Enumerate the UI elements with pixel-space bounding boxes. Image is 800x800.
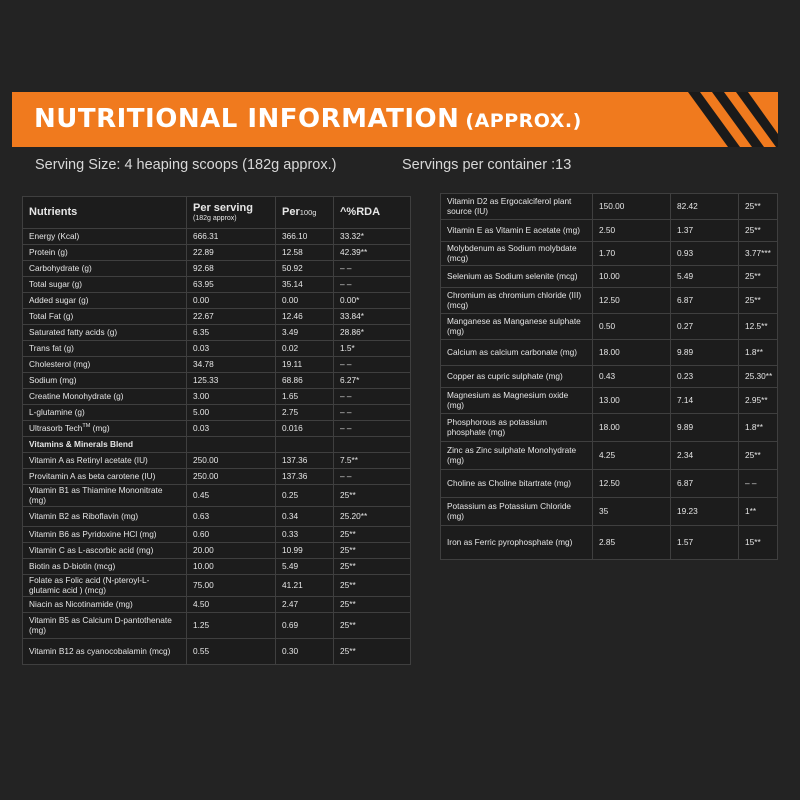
- nutrient-name-text: Magnesium as Magnesium oxide (mg): [447, 390, 569, 410]
- per-100g-value: 6.87: [671, 470, 739, 498]
- rda-value: 3.77***: [739, 242, 778, 266]
- nutrient-name-text: Vitamin B2 as Riboflavin (mg): [29, 510, 139, 521]
- per-100g-value: 366.10: [276, 229, 334, 245]
- rda-value: 25**: [739, 442, 778, 470]
- table-row: [23, 543, 411, 559]
- nutrient-name-text: Trans fat (g): [29, 342, 74, 353]
- nutrient-name-text: Creatine Monohydrate (g): [29, 390, 124, 401]
- table-row: [23, 277, 411, 293]
- table-row: [23, 597, 411, 613]
- rda-value: 25**: [334, 543, 411, 559]
- header-per-100g: [276, 197, 334, 229]
- nutrient-name: [23, 229, 187, 245]
- table-row: [441, 498, 778, 526]
- nutrient-name-text: Vitamin B6 as Pyridoxine HCl (mg): [29, 528, 157, 539]
- nutrient-name: [23, 293, 187, 309]
- banner-title-text: NUTRITIONAL INFORMATION: [34, 104, 460, 134]
- per-100g-value: 137.36: [276, 453, 334, 469]
- right-table-body: [441, 194, 778, 560]
- rda-value: 2.95**: [739, 388, 778, 414]
- nutrient-name: [441, 340, 593, 366]
- nutrient-name: [23, 543, 187, 559]
- header-nutrients: Nutrients: [23, 197, 187, 229]
- nutrient-name-text: L-glutamine (g): [29, 406, 85, 417]
- per-100g-value: 0.34: [276, 507, 334, 527]
- per-100g-value: 68.86: [276, 373, 334, 389]
- nutrient-name-text: Niacin as Nicotinamide (mg): [29, 598, 133, 609]
- rda-value: 25**: [739, 220, 778, 242]
- per-100g-value: 0.016: [276, 421, 334, 437]
- table-row: [441, 414, 778, 442]
- nutrient-name-text: Vitamin C as L-ascorbic acid (mg): [29, 544, 154, 555]
- per-100g-value: 9.89: [671, 414, 739, 442]
- per-100g-value: 7.14: [671, 388, 739, 414]
- nutrient-name: [23, 437, 187, 453]
- nutrient-name: [23, 485, 187, 507]
- rda-value: 25.30**: [739, 366, 778, 388]
- per-serving-value: 18.00: [593, 340, 671, 366]
- nutrient-name-text: Molybdenum as Sodium molybdate (mcg): [447, 243, 577, 263]
- per-serving-value: 0.00: [187, 293, 276, 309]
- stripes-decoration: [682, 92, 778, 147]
- table-row: [23, 469, 411, 485]
- rda-value: 25**: [334, 613, 411, 639]
- nutrient-name: [441, 470, 593, 498]
- per-serving-value: 0.50: [593, 314, 671, 340]
- table-row: [23, 389, 411, 405]
- rda-value: 25**: [334, 527, 411, 543]
- rda-value: 25**: [739, 194, 778, 220]
- per-100g-value: 0.30: [276, 639, 334, 665]
- rda-value: 0.00*: [334, 293, 411, 309]
- rda-value: 25**: [739, 266, 778, 288]
- per-serving-value: 34.78: [187, 357, 276, 373]
- per-100g-value: 1.65: [276, 389, 334, 405]
- rda-value: – –: [739, 470, 778, 498]
- table-row: [23, 639, 411, 665]
- per-100-unit: 100g: [299, 208, 317, 218]
- nutrient-name-text: Cholesterol (mg): [29, 358, 91, 369]
- table-row: [23, 261, 411, 277]
- per-100g-value: 0.33: [276, 527, 334, 543]
- per-100g-value: 12.46: [276, 309, 334, 325]
- per-serving-value: 0.03: [187, 421, 276, 437]
- rda-value: 15**: [739, 526, 778, 560]
- nutrient-name-text: Sodium (mg): [29, 374, 77, 385]
- per-100g-value: 10.99: [276, 543, 334, 559]
- rda-value: 33.32*: [334, 229, 411, 245]
- nutrient-name-text: Saturated fatty acids (g): [29, 326, 118, 337]
- nutrient-name-text: Iron as Ferric pyrophosphate (mg): [447, 536, 573, 547]
- nutrient-name-text: Carbohydrate (g): [29, 262, 92, 273]
- nutrient-name-text: Total sugar (g): [29, 278, 83, 289]
- nutrient-name: [441, 194, 593, 220]
- nutrient-name-text: Provitamin A as beta carotene (IU): [29, 470, 156, 481]
- nutrient-name-text: Copper as cupric sulphate (mg): [447, 370, 563, 381]
- per-serving-value: 0.60: [187, 527, 276, 543]
- per-serving-value: 6.35: [187, 325, 276, 341]
- per-serving-value: 63.95: [187, 277, 276, 293]
- nutrient-name: [441, 526, 593, 560]
- rda-value: 25**: [334, 597, 411, 613]
- nutrient-name: [441, 442, 593, 470]
- nutrient-name: [23, 559, 187, 575]
- rda-value: 6.27*: [334, 373, 411, 389]
- per-100g-value: 9.89: [671, 340, 739, 366]
- nutrient-name: [23, 575, 187, 597]
- table-row: [23, 575, 411, 597]
- per-100g-value: 19.23: [671, 498, 739, 526]
- per-serving-value: 10.00: [593, 266, 671, 288]
- per-100g-value: 0.00: [276, 293, 334, 309]
- per-serving-value: 0.63: [187, 507, 276, 527]
- per-serving-value: 2.50: [593, 220, 671, 242]
- table-row: [23, 527, 411, 543]
- rda-value: – –: [334, 405, 411, 421]
- nutrient-name: [23, 389, 187, 405]
- nutrient-name: [23, 469, 187, 485]
- table-row: [23, 507, 411, 527]
- per-serving-value: 5.00: [187, 405, 276, 421]
- table-row: [23, 373, 411, 389]
- nutrient-name-text: Added sugar (g): [29, 294, 89, 305]
- nutrient-name-text: Choline as Choline bitartrate (mg): [447, 477, 572, 488]
- nutrient-name-text: Selenium as Sodium selenite (mcg): [447, 270, 578, 281]
- nutrient-unit: (mg): [90, 423, 110, 434]
- rda-value: 25**: [334, 559, 411, 575]
- per-serving-value: 0.43: [593, 366, 671, 388]
- rda-value: 1**: [739, 498, 778, 526]
- per-100-label: Per: [282, 206, 300, 219]
- nutrient-name: [23, 527, 187, 543]
- rda-value: 25**: [739, 288, 778, 314]
- per-100g-value: 1.37: [671, 220, 739, 242]
- nutrient-name-text: Biotin as D-biotin (mcg): [29, 560, 116, 571]
- header-rda: ^%RDA: [334, 197, 411, 229]
- table-row: [441, 194, 778, 220]
- nutrient-name-text: Ultrasorb Tech: [29, 423, 83, 434]
- per-100g-value: 2.34: [671, 442, 739, 470]
- per-100g-value: 0.93: [671, 242, 739, 266]
- table-row: [23, 453, 411, 469]
- rda-value: 33.84*: [334, 309, 411, 325]
- rda-value: – –: [334, 357, 411, 373]
- banner-approx-text: (APPROX.): [465, 110, 582, 132]
- per-serving-value: 0.55: [187, 639, 276, 665]
- per-100g-value: 0.27: [671, 314, 739, 340]
- nutrient-name: [23, 261, 187, 277]
- header-per-serving: [187, 197, 276, 229]
- per-serving-value: 250.00: [187, 453, 276, 469]
- table-row: [441, 388, 778, 414]
- nutrient-name: [441, 498, 593, 526]
- rda-value: 28.86*: [334, 325, 411, 341]
- per-100g-value: 0.23: [671, 366, 739, 388]
- per-serving-value: 4.25: [593, 442, 671, 470]
- table-row: [441, 340, 778, 366]
- per-serving-value: 12.50: [593, 288, 671, 314]
- per-100g-value: 12.58: [276, 245, 334, 261]
- rda-value: 12.5**: [739, 314, 778, 340]
- per-100g-value: 0.02: [276, 341, 334, 357]
- per-serving-value: [187, 437, 276, 453]
- servings-per-container: Servings per container :13: [402, 157, 572, 173]
- nutrient-name: [23, 597, 187, 613]
- table-row: [23, 357, 411, 373]
- per-serving-value: 2.85: [593, 526, 671, 560]
- per-100g-value: 5.49: [276, 559, 334, 575]
- nutrient-name: [441, 220, 593, 242]
- per-100g-value: 35.14: [276, 277, 334, 293]
- nutrient-name: [23, 373, 187, 389]
- per-100g-value: 19.11: [276, 357, 334, 373]
- nutrient-name: [441, 314, 593, 340]
- per-serving-value: 3.00: [187, 389, 276, 405]
- per-100g-value: 3.49: [276, 325, 334, 341]
- per-serving-sub-label: (182g approx): [193, 214, 237, 222]
- rda-value: 7.5**: [334, 453, 411, 469]
- nutrient-name-text: Protein (g): [29, 246, 68, 257]
- nutrient-name-text: Total Fat (g): [29, 310, 74, 321]
- table-row: [23, 309, 411, 325]
- rda-value: 25**: [334, 639, 411, 665]
- nutrient-name: [441, 242, 593, 266]
- table-row: [23, 485, 411, 507]
- nutrient-name-text: Calcium as calcium carbonate (mg): [447, 346, 578, 357]
- rda-value: 1.8**: [739, 340, 778, 366]
- table-row: [23, 405, 411, 421]
- per-100g-value: 2.75: [276, 405, 334, 421]
- nutrient-name-text: Potassium as Potassium Chloride (mg): [447, 501, 572, 521]
- nutrient-name-text: Manganese as Manganese sulphate (mg): [447, 316, 581, 336]
- nutrient-name-text: Vitamin E as Vitamin E acetate (mg): [447, 224, 580, 235]
- nutrient-name: [23, 453, 187, 469]
- per-100g-value: 6.87: [671, 288, 739, 314]
- rda-value: 25.20**: [334, 507, 411, 527]
- nutrient-name: [23, 405, 187, 421]
- per-serving-value: 150.00: [593, 194, 671, 220]
- table-row: [441, 242, 778, 266]
- serving-size: Serving Size: 4 heaping scoops (182g approx.): [35, 157, 337, 173]
- nutrient-name-text: Vitamin A as Retinyl acetate (IU): [29, 454, 148, 465]
- nutrient-name: [23, 639, 187, 665]
- nutrient-name-text: Energy (Kcal): [29, 230, 80, 241]
- nutrient-name-text: Vitamin B12 as cyanocobalamin (mcg): [29, 645, 171, 656]
- nutrition-table-left: [22, 196, 411, 665]
- nutrient-name: [23, 613, 187, 639]
- nutrient-name-text: Vitamin B1 as Thiamine Mononitrate (mg): [29, 485, 163, 505]
- table-row: [441, 314, 778, 340]
- per-serving-value: 22.67: [187, 309, 276, 325]
- title-banner: [12, 92, 778, 147]
- rda-value: – –: [334, 421, 411, 437]
- per-100g-value: 41.21: [276, 575, 334, 597]
- rda-value: – –: [334, 469, 411, 485]
- per-serving-value: 92.68: [187, 261, 276, 277]
- nutrient-name: [23, 341, 187, 357]
- per-serving-value: 1.70: [593, 242, 671, 266]
- per-100g-value: 5.49: [671, 266, 739, 288]
- rda-value: 1.5*: [334, 341, 411, 357]
- per-serving-value: 666.31: [187, 229, 276, 245]
- nutrient-name: [23, 277, 187, 293]
- table-row: [441, 288, 778, 314]
- per-100g-value: 1.57: [671, 526, 739, 560]
- per-100g-value: 0.25: [276, 485, 334, 507]
- per-100g-value: 0.69: [276, 613, 334, 639]
- per-serving-value: 75.00: [187, 575, 276, 597]
- per-serving-value: 12.50: [593, 470, 671, 498]
- table-row: [23, 341, 411, 357]
- section-row: [23, 437, 411, 453]
- per-serving-value: 0.03: [187, 341, 276, 357]
- table-row: [441, 470, 778, 498]
- trademark-mark: TM: [82, 423, 91, 430]
- nutrient-name: [441, 388, 593, 414]
- nutrient-name: [23, 325, 187, 341]
- per-serving-value: 20.00: [187, 543, 276, 559]
- table-row: [23, 559, 411, 575]
- rda-value: 25**: [334, 575, 411, 597]
- banner-title: [34, 104, 582, 134]
- table-row: [441, 526, 778, 560]
- table-row: [441, 442, 778, 470]
- nutrition-table-right: [440, 193, 778, 560]
- table-row: [23, 613, 411, 639]
- table-row: [23, 325, 411, 341]
- nutrient-name-text: Zinc as Zinc sulphate Monohydrate (mg): [447, 445, 577, 465]
- left-table-body: [23, 229, 411, 665]
- per-serving-value: 13.00: [593, 388, 671, 414]
- nutrient-name-text: Vitamin B5 as Calcium D-pantothenate (mg): [29, 615, 172, 635]
- per-serving-value: 250.00: [187, 469, 276, 485]
- nutrient-name-text: Chromium as chromium chloride (III) (mcg): [447, 290, 582, 310]
- nutrient-name-text: Phosphorous as potassium phosphate (mg): [447, 417, 548, 437]
- per-serving-value: 35: [593, 498, 671, 526]
- nutrient-name: [441, 366, 593, 388]
- rda-value: [334, 437, 411, 453]
- table-row: [441, 220, 778, 242]
- per-100g-value: [276, 437, 334, 453]
- nutrient-name: [441, 414, 593, 442]
- per-serving-value: 4.50: [187, 597, 276, 613]
- rda-value: 42.39**: [334, 245, 411, 261]
- nutrient-name: [23, 507, 187, 527]
- rda-value: 25**: [334, 485, 411, 507]
- per-serving-value: 1.25: [187, 613, 276, 639]
- nutrient-name: [441, 288, 593, 314]
- table-row: [23, 229, 411, 245]
- nutrient-name-text: Folate as Folic acid (N-pteroyl-L-glutamic acid ) (mcg): [29, 575, 150, 595]
- nutrient-name: [23, 245, 187, 261]
- per-serving-value: 18.00: [593, 414, 671, 442]
- nutrient-name: [23, 421, 187, 437]
- table-row: [23, 293, 411, 309]
- nutrient-name: [23, 357, 187, 373]
- per-100g-value: 50.92: [276, 261, 334, 277]
- table-row: [23, 245, 411, 261]
- per-100g-value: 2.47: [276, 597, 334, 613]
- nutrient-name-text: Vitamin D2 as Ergocalciferol plant source (IU): [447, 196, 572, 216]
- table-row: [441, 366, 778, 388]
- table-row: [441, 266, 778, 288]
- nutrient-name: [23, 309, 187, 325]
- per-serving-value: 10.00: [187, 559, 276, 575]
- per-100g-value: 137.36: [276, 469, 334, 485]
- rda-value: – –: [334, 261, 411, 277]
- nutrient-name-text: Vitamins & Minerals Blend: [29, 438, 134, 449]
- per-serving-label: Per serving: [193, 202, 253, 215]
- per-serving-value: 0.45: [187, 485, 276, 507]
- nutrient-name: [441, 266, 593, 288]
- per-100g-value: 82.42: [671, 194, 739, 220]
- rda-value: 1.8**: [739, 414, 778, 442]
- table-row: [23, 421, 411, 437]
- per-serving-value: 125.33: [187, 373, 276, 389]
- rda-value: – –: [334, 277, 411, 293]
- rda-value: – –: [334, 389, 411, 405]
- per-serving-value: 22.89: [187, 245, 276, 261]
